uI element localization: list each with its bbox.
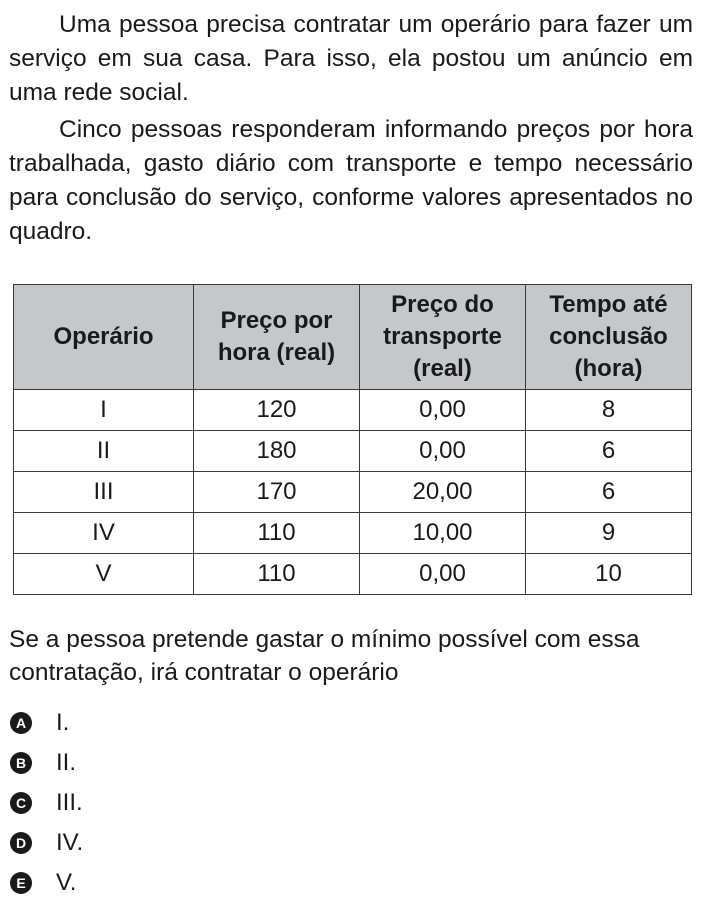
data-table-wrapper <box>13 284 691 595</box>
cell-preco-transporte: 10,00 <box>360 513 526 554</box>
table-row <box>14 431 692 472</box>
cell-preco-transporte: 0,00 <box>360 554 526 595</box>
option-a[interactable] <box>9 703 693 743</box>
cell-tempo: 8 <box>526 390 692 431</box>
table-header-row <box>14 285 692 390</box>
cell-preco-hora: 110 <box>194 513 360 554</box>
option-c-text: III. <box>56 789 83 816</box>
option-d-letter-icon: D <box>10 832 32 854</box>
option-a-text: I. <box>56 709 70 736</box>
cell-preco-hora: 110 <box>194 554 360 595</box>
question-page <box>9 8 693 903</box>
intro-paragraph-2: Cinco pessoas responderam informando preços por hora trabalhada, gasto diário com transporte e tempo necessário para conclusão do serviço, conforme valores apresentados no quadro. <box>9 116 693 245</box>
cell-preco-transporte: 20,00 <box>360 472 526 513</box>
data-table <box>13 284 692 595</box>
header-tempo-conclusao-label: Tempo até conclusão (hora) <box>549 291 668 382</box>
header-tempo-conclusao <box>526 285 692 390</box>
cell-operario: II <box>14 431 194 472</box>
option-e-letter-icon: E <box>10 872 32 894</box>
header-preco-transporte <box>360 285 526 390</box>
option-b-text: II. <box>56 749 77 776</box>
header-preco-hora-label: Preço por hora (real) <box>217 307 336 366</box>
question-text: Se a pessoa pretende gastar o mínimo possível com essa contratação, irá contratar o operário <box>9 626 640 686</box>
cell-tempo: 6 <box>526 472 692 513</box>
option-c-letter-icon: C <box>10 792 32 814</box>
header-operario <box>14 285 194 390</box>
cell-preco-transporte: 0,00 <box>360 431 526 472</box>
cell-preco-transporte: 0,00 <box>360 390 526 431</box>
option-d-text: IV. <box>56 829 84 856</box>
option-e-text: V. <box>56 869 77 896</box>
cell-operario: I <box>14 390 194 431</box>
header-preco-hora <box>194 285 360 390</box>
header-operario-label: Operário <box>53 323 154 350</box>
cell-operario: IV <box>14 513 194 554</box>
option-e[interactable] <box>9 863 693 903</box>
cell-operario: V <box>14 554 194 595</box>
option-b-letter-icon: B <box>10 752 32 774</box>
option-b[interactable] <box>9 743 693 783</box>
option-a-letter-icon: A <box>10 712 32 734</box>
table-row <box>14 472 692 513</box>
option-c[interactable] <box>9 783 693 823</box>
table-row <box>14 513 692 554</box>
intro-paragraph-1: Uma pessoa precisa contratar um operário para fazer um serviço em sua casa. Para isso, ela postou um anúncio em uma rede social. <box>9 11 693 106</box>
answer-options <box>9 703 693 903</box>
cell-preco-hora: 120 <box>194 390 360 431</box>
table-row <box>14 554 692 595</box>
cell-preco-hora: 170 <box>194 472 360 513</box>
table-row <box>14 390 692 431</box>
option-d[interactable] <box>9 823 693 863</box>
cell-preco-hora: 180 <box>194 431 360 472</box>
header-preco-transporte-label: Preço do transporte (real) <box>383 291 502 382</box>
cell-tempo: 6 <box>526 431 692 472</box>
cell-tempo: 9 <box>526 513 692 554</box>
cell-tempo: 10 <box>526 554 692 595</box>
cell-operario: III <box>14 472 194 513</box>
